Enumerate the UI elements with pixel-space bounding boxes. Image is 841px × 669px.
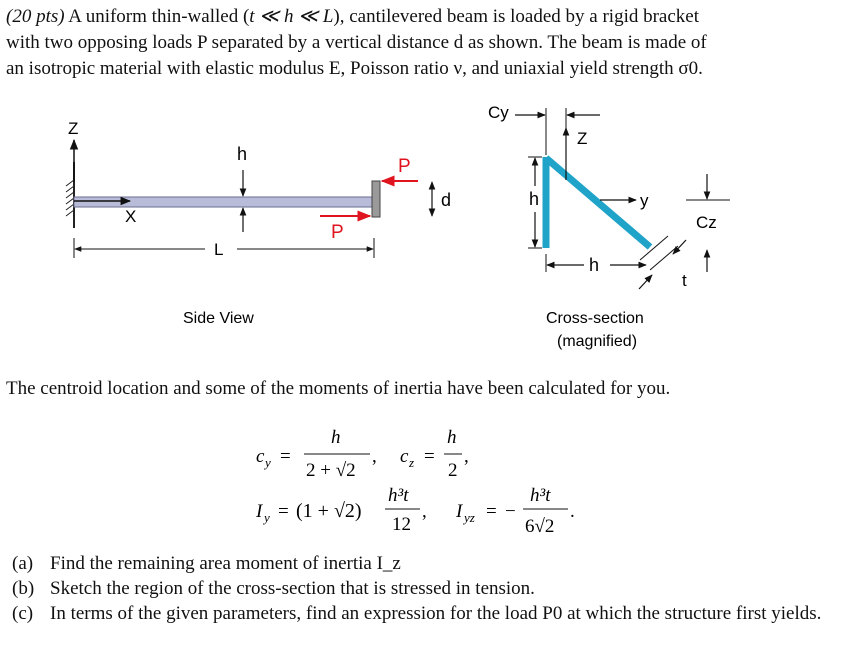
iyz-den: 6√2 bbox=[525, 516, 555, 537]
part-a-label: (a) bbox=[12, 553, 34, 574]
iyz-eq: = bbox=[486, 501, 497, 522]
cz-label: Cz bbox=[696, 213, 717, 232]
iy-den: 12 bbox=[392, 514, 411, 535]
cz-num: h bbox=[447, 427, 457, 448]
cz-lhs: c bbox=[400, 446, 409, 467]
h-vert-label: h bbox=[529, 189, 540, 209]
problem-statement bbox=[6, 4, 838, 82]
cy-eq: = bbox=[280, 446, 291, 467]
iy-equation bbox=[255, 485, 427, 535]
points-label: (20 pts) bbox=[6, 6, 65, 27]
question-parts bbox=[12, 551, 838, 626]
beam bbox=[74, 197, 374, 207]
fixed-wall bbox=[66, 162, 74, 228]
cy-num: h bbox=[331, 427, 341, 448]
iy-eq: = bbox=[278, 501, 289, 522]
rigid-bracket bbox=[372, 181, 380, 217]
part-b-label: (b) bbox=[12, 578, 35, 599]
cy-lhs: c bbox=[256, 446, 265, 467]
cy-equation bbox=[256, 427, 377, 481]
z-axis-label: Z bbox=[68, 119, 79, 138]
problem-line-2: with two opposing loads P separated by a vertical distance d as shown. The beam is made of bbox=[6, 32, 707, 53]
load-bottom-label: P bbox=[331, 222, 344, 243]
t-tick-2 bbox=[650, 246, 678, 270]
intro-text: The centroid location and some of the moments of inertia have been calculated for you. bbox=[6, 378, 671, 399]
problem-line-1 bbox=[6, 4, 838, 30]
t-arrow-in bbox=[639, 275, 652, 289]
part-c-label: (c) bbox=[12, 603, 34, 624]
cz-eq: = bbox=[424, 446, 435, 467]
cz-sub: z bbox=[409, 455, 415, 470]
iy-comma: , bbox=[422, 501, 427, 522]
iyz-lhs: I bbox=[456, 501, 463, 522]
L-label: L bbox=[214, 240, 224, 259]
t-arrow-out bbox=[673, 240, 686, 254]
cross-section bbox=[488, 103, 730, 350]
iy-paren: (1 + √2) bbox=[296, 500, 362, 522]
t-label: t bbox=[682, 271, 687, 290]
part-b-text: Sketch the region of the cross-section that is stressed in tension. bbox=[50, 578, 535, 599]
cs-y-label: y bbox=[640, 191, 649, 210]
problem-line-3: an isotropic material with elastic modulus E, Poisson ratio ν, and uniaxial yield strength σ0. bbox=[6, 58, 703, 79]
cross-section-caption-1: Cross-section bbox=[546, 310, 644, 327]
iy-num: h³t bbox=[388, 485, 409, 506]
iyz-period: . bbox=[570, 501, 575, 522]
problem-line-1b: ), cantilevered beam is loaded by a rigid bracket bbox=[333, 6, 700, 27]
x-axis-label: X bbox=[125, 207, 137, 226]
part-c-text: In terms of the given parameters, find an expression for the load P0 at which the structure first yields. bbox=[50, 603, 822, 624]
iy-sub: y bbox=[264, 510, 270, 525]
cz-comma: , bbox=[464, 446, 469, 467]
iyz-minus: − bbox=[505, 501, 516, 522]
cz-equation bbox=[400, 427, 469, 481]
cy-sub: y bbox=[265, 455, 271, 470]
part-a-text: Find the remaining area moment of inertia I_z bbox=[50, 553, 401, 574]
part-c bbox=[12, 601, 838, 626]
h-label-side: h bbox=[237, 144, 248, 164]
iyz-equation bbox=[455, 485, 575, 537]
cross-section-caption-2: (magnified) bbox=[557, 333, 638, 350]
iyz-num: h³t bbox=[530, 485, 551, 506]
iy-lhs: I bbox=[256, 501, 263, 522]
d-label: d bbox=[441, 190, 452, 210]
cz-den: 2 bbox=[448, 460, 458, 481]
cy-den: 2 + √2 bbox=[306, 460, 356, 481]
load-top-label: P bbox=[398, 156, 411, 177]
part-b bbox=[12, 576, 838, 601]
cy-label: Cy bbox=[488, 103, 509, 122]
iyz-sub: yz bbox=[464, 510, 475, 525]
h-horiz-label: h bbox=[589, 255, 600, 275]
beam-figure bbox=[0, 100, 841, 362]
diagonal-web bbox=[546, 158, 650, 247]
problem-line-1a: A uniform thin-walled ( bbox=[68, 6, 250, 27]
side-view-caption: Side View bbox=[183, 310, 254, 327]
equations bbox=[240, 418, 660, 540]
thin-wall-condition: t ≪ h ≪ L bbox=[249, 6, 334, 27]
cs-z-label: Z bbox=[577, 129, 588, 148]
side-view bbox=[66, 119, 451, 327]
cy-comma: , bbox=[372, 446, 377, 467]
part-a bbox=[12, 551, 838, 576]
